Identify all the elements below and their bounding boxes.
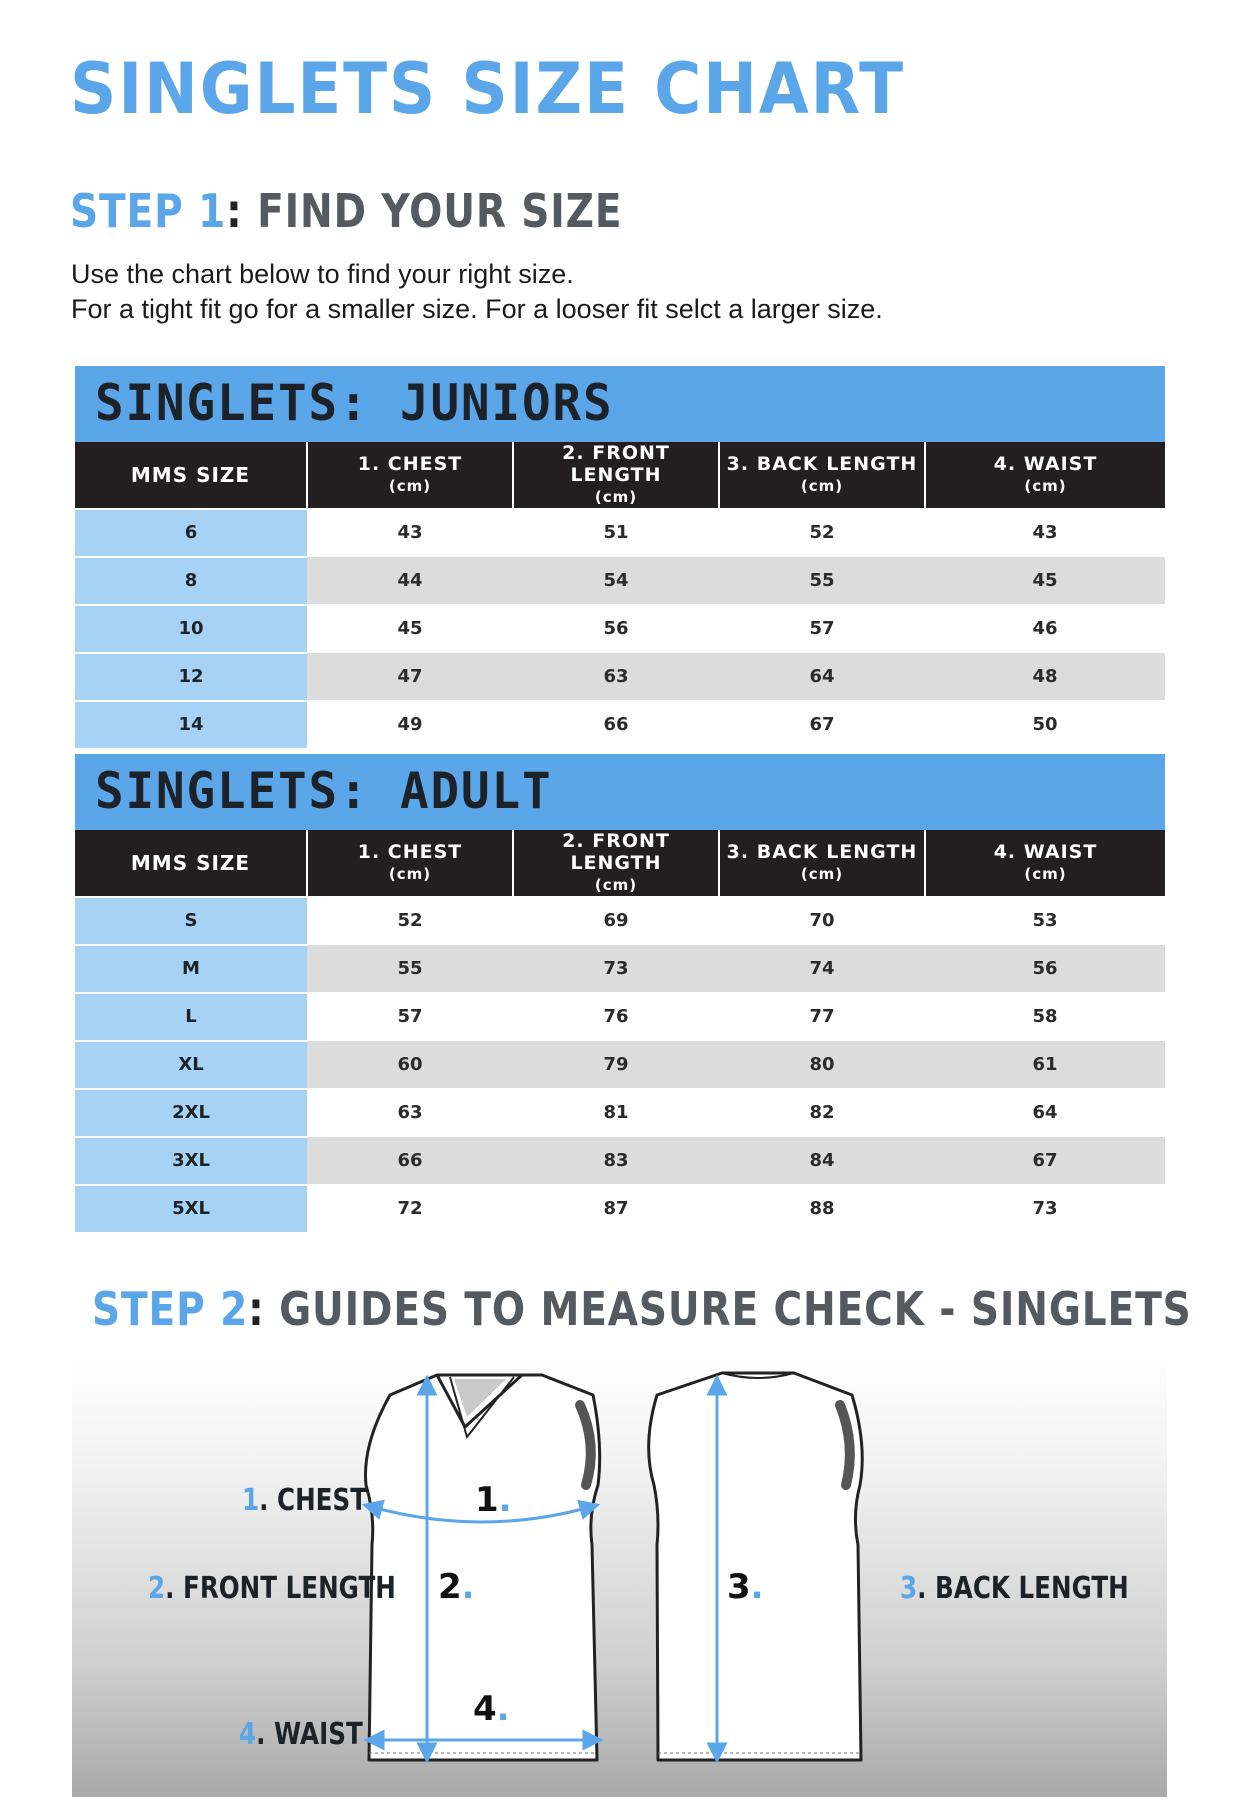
size-cell: L (75, 993, 307, 1041)
juniors-table-title-bar (75, 366, 1165, 442)
table-row (75, 701, 1165, 748)
adult-table-title: SINGLETS: ADULT (95, 762, 553, 820)
col-chest-unit: (cm) (388, 477, 432, 495)
step1-heading (70, 184, 622, 238)
col-back-unit: (cm) (800, 865, 844, 883)
juniors-size-table (75, 442, 1165, 748)
waist-marker-number: 4 (473, 1689, 497, 1729)
col-chest-label: 1. CHEST (357, 453, 463, 475)
col-header-back-length (719, 830, 925, 897)
measurement-cell: 55 (719, 557, 925, 605)
measure-guide-panel (72, 1355, 1167, 1797)
front-length-guide-text: . FRONT LENGTH (165, 1571, 396, 1606)
back-length-marker-number: 3 (727, 1567, 751, 1607)
measurement-cell: 44 (307, 557, 513, 605)
front-length-marker (438, 1567, 475, 1607)
measurement-cell: 57 (719, 605, 925, 653)
table-row (75, 1089, 1165, 1137)
back-length-marker-dot: . (750, 1567, 764, 1607)
waist-marker (473, 1689, 510, 1729)
measurement-cell: 82 (719, 1089, 925, 1137)
front-length-guide-label (148, 1571, 396, 1606)
back-length-guide-label (900, 1571, 1129, 1606)
chest-guide-text: . CHEST (259, 1483, 367, 1518)
step1-number: 1 (198, 184, 227, 238)
measurement-cell: 55 (307, 945, 513, 993)
col-header-waist (925, 442, 1165, 509)
col-waist-label: 4. WAIST (993, 841, 1098, 863)
back-length-guide-number: 3 (900, 1571, 918, 1606)
size-cell: 3XL (75, 1137, 307, 1185)
measurement-cell: 53 (925, 897, 1165, 945)
measurement-cell: 72 (307, 1185, 513, 1232)
measurement-cell: 45 (925, 557, 1165, 605)
size-cell: 6 (75, 509, 307, 557)
intro-line-2: For a tight fit go for a smaller size. For a looser fit selct a larger size. (71, 294, 883, 324)
measurement-cell: 80 (719, 1041, 925, 1089)
waist-guide-number: 4 (239, 1717, 257, 1752)
measurement-cell: 79 (513, 1041, 719, 1089)
col-back-label: 3. BACK LENGTH (726, 841, 918, 863)
step2-word: STEP (92, 1282, 206, 1336)
adult-table-title-bar (75, 754, 1165, 830)
col-header-size (75, 442, 307, 509)
col-chest-label: 1. CHEST (357, 841, 463, 863)
measurement-cell: 73 (925, 1185, 1165, 1232)
measurement-cell: 54 (513, 557, 719, 605)
measurement-cell: 48 (925, 653, 1165, 701)
size-cell: M (75, 945, 307, 993)
col-waist-label: 4. WAIST (993, 453, 1098, 475)
table-row (75, 1041, 1165, 1089)
col-header-chest (307, 830, 513, 897)
measurement-cell: 63 (307, 1089, 513, 1137)
measurement-cell: 74 (719, 945, 925, 993)
juniors-header-row (75, 442, 1165, 509)
back-length-guide-text: . BACK LENGTH (917, 1571, 1129, 1606)
col-front-label: 2. FRONT LENGTH (562, 830, 670, 874)
front-length-guide-number: 2 (148, 1571, 166, 1606)
measurement-cell: 46 (925, 605, 1165, 653)
adult-header-row (75, 830, 1165, 897)
front-length-marker-dot: . (461, 1567, 475, 1607)
measurement-cell: 73 (513, 945, 719, 993)
measurement-cell: 52 (307, 897, 513, 945)
measurement-cell: 63 (513, 653, 719, 701)
measurement-cell: 64 (925, 1089, 1165, 1137)
waist-marker-dot: . (496, 1689, 510, 1729)
size-cell: XL (75, 1041, 307, 1089)
waist-guide-label (239, 1717, 363, 1752)
measurement-cell: 76 (513, 993, 719, 1041)
table-row (75, 1185, 1165, 1232)
measurement-cell: 67 (925, 1137, 1165, 1185)
col-front-unit: (cm) (594, 876, 638, 894)
size-cell: 8 (75, 557, 307, 605)
measurement-cell: 50 (925, 701, 1165, 748)
table-row (75, 509, 1165, 557)
measurement-cell: 51 (513, 509, 719, 557)
page-title: SINGLETS SIZE CHART (70, 48, 905, 130)
measurement-cell: 67 (719, 701, 925, 748)
intro-line-1: Use the chart below to find your right size. (71, 259, 574, 289)
size-cell: 2XL (75, 1089, 307, 1137)
col-size-label: MMS SIZE (130, 462, 251, 487)
col-waist-unit: (cm) (1024, 865, 1067, 883)
measurement-cell: 64 (719, 653, 925, 701)
col-back-label: 3. BACK LENGTH (726, 453, 918, 475)
measurement-cell: 49 (307, 701, 513, 748)
size-cell: 12 (75, 653, 307, 701)
measurement-cell: 60 (307, 1041, 513, 1089)
col-chest-unit: (cm) (388, 865, 432, 883)
measurement-cell: 69 (513, 897, 719, 945)
table-row (75, 993, 1165, 1041)
measurement-cell: 88 (719, 1185, 925, 1232)
measurement-cell: 58 (925, 993, 1165, 1041)
juniors-table-title: SINGLETS: JUNIORS (95, 374, 614, 432)
chest-guide-number: 1 (242, 1483, 260, 1518)
adult-size-table (75, 830, 1165, 1232)
measurement-cell: 61 (925, 1041, 1165, 1089)
col-header-front-length (513, 830, 719, 897)
table-row (75, 653, 1165, 701)
chest-marker-number: 1 (475, 1480, 499, 1520)
size-cell: S (75, 897, 307, 945)
table-row (75, 1137, 1165, 1185)
measurement-cell: 83 (513, 1137, 719, 1185)
measurement-cell: 84 (719, 1137, 925, 1185)
col-header-waist (925, 830, 1165, 897)
back-length-marker (727, 1567, 764, 1607)
adult-table-section (75, 754, 1165, 1232)
chest-marker-dot: . (498, 1480, 512, 1520)
juniors-table-section (75, 366, 1165, 748)
measurement-cell: 66 (513, 701, 719, 748)
col-header-back-length (719, 442, 925, 509)
measurement-cell: 87 (513, 1185, 719, 1232)
step1-word: STEP (70, 184, 184, 238)
size-cell: 10 (75, 605, 307, 653)
step2-colon: : (248, 1282, 265, 1336)
measurement-cell: 70 (719, 897, 925, 945)
table-row (75, 557, 1165, 605)
step2-heading (92, 1282, 1192, 1336)
col-waist-unit: (cm) (1024, 477, 1067, 495)
chest-marker (475, 1480, 512, 1520)
measurement-cell: 57 (307, 993, 513, 1041)
step2-number: 2 (220, 1282, 249, 1336)
col-header-chest (307, 442, 513, 509)
measurement-cell: 47 (307, 653, 513, 701)
measurement-cell: 81 (513, 1089, 719, 1137)
step1-text: FIND YOUR SIZE (257, 184, 623, 238)
col-front-unit: (cm) (594, 488, 638, 506)
col-size-label: MMS SIZE (130, 850, 251, 875)
size-cell: 5XL (75, 1185, 307, 1232)
step2-text: GUIDES TO MEASURE CHECK - SINGLETS (279, 1282, 1192, 1336)
table-row (75, 605, 1165, 653)
measurement-cell: 52 (719, 509, 925, 557)
measurement-cell: 45 (307, 605, 513, 653)
waist-guide-text: . WAIST (256, 1717, 363, 1752)
col-header-front-length (513, 442, 719, 509)
measurement-cell: 56 (925, 945, 1165, 993)
measurement-cell: 66 (307, 1137, 513, 1185)
col-header-size (75, 830, 307, 897)
measurement-cell: 77 (719, 993, 925, 1041)
step1-colon: : (226, 184, 243, 238)
col-front-label: 2. FRONT LENGTH (562, 442, 670, 486)
measurement-cell: 43 (307, 509, 513, 557)
size-cell: 14 (75, 701, 307, 748)
table-row (75, 945, 1165, 993)
intro-text (71, 257, 883, 327)
col-back-unit: (cm) (800, 477, 844, 495)
table-row (75, 897, 1165, 945)
front-length-marker-number: 2 (438, 1567, 462, 1607)
measurement-cell: 56 (513, 605, 719, 653)
measurement-cell: 43 (925, 509, 1165, 557)
chest-guide-label (242, 1483, 367, 1518)
